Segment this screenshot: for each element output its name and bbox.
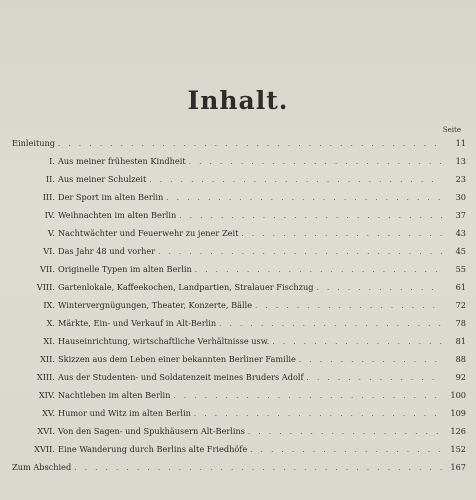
toc-entry-page: 72 bbox=[455, 300, 466, 310]
toc-entry-number: XVII. bbox=[34, 444, 55, 454]
toc-entry-page: 45 bbox=[455, 246, 466, 256]
toc-entry-title: Aus der Studenten- und Soldatenzeit meines Bruders Adolf bbox=[58, 372, 304, 382]
toc-entry-page: 11 bbox=[455, 138, 466, 148]
toc-entry-title: Der Sport im alten Berlin bbox=[58, 192, 164, 202]
toc-leader-dots bbox=[149, 171, 442, 189]
toc-entry bbox=[0, 386, 476, 404]
toc-entry-number: I. bbox=[49, 156, 55, 166]
toc-entry bbox=[0, 440, 476, 458]
toc-entry-number: V. bbox=[47, 228, 55, 238]
toc-entry-page: 55 bbox=[455, 264, 466, 274]
toc-leader-dots bbox=[173, 387, 442, 405]
toc-leader-dots bbox=[74, 459, 442, 477]
page-title: Inhalt. bbox=[187, 86, 289, 115]
toc-leader-dots bbox=[194, 405, 442, 423]
toc-entry-page: 152 bbox=[450, 444, 466, 454]
toc-entry-number: VI. bbox=[43, 246, 55, 256]
toc-entry-page: 167 bbox=[450, 462, 466, 472]
toc-entry bbox=[0, 350, 476, 368]
toc-entry-page: 88 bbox=[455, 354, 466, 364]
toc-entry bbox=[0, 206, 476, 224]
toc-leader-dots bbox=[272, 333, 442, 351]
toc-entry-page: 37 bbox=[455, 210, 466, 220]
toc-entry bbox=[0, 314, 476, 332]
toc-entry bbox=[0, 296, 476, 314]
toc-leader-dots bbox=[317, 279, 443, 297]
toc-entry-number: III. bbox=[42, 192, 55, 202]
toc-leader-dots bbox=[241, 225, 442, 243]
toc-entry-number: II. bbox=[45, 174, 55, 184]
toc-entry-title: Hauseinrichtung, wirtschaftliche Verhältnisse usw. bbox=[58, 336, 270, 346]
toc-leader-dots bbox=[189, 153, 442, 171]
toc-entry-title: Originelle Typen im alten Berlin bbox=[58, 264, 192, 274]
toc-leader-dots bbox=[248, 423, 442, 441]
toc-leader-dots bbox=[299, 351, 442, 369]
toc-leader-dots bbox=[250, 441, 442, 459]
toc-entry-title: Gartenlokale, Kaffeekochen, Landpartien, Stralauer Fischzug bbox=[58, 282, 314, 292]
toc-entry bbox=[0, 152, 476, 170]
toc-entry-title: Nachtwächter und Feuerwehr zu jener Zeit bbox=[58, 228, 239, 238]
toc-entry-title: Humor und Witz im alten Berlin bbox=[58, 408, 191, 418]
toc-entry-page: 126 bbox=[450, 426, 466, 436]
toc-entry bbox=[0, 422, 476, 440]
toc-entry-page: 23 bbox=[455, 174, 466, 184]
toc-entry-title: Märkte, Ein- und Verkauf in Alt-Berlin bbox=[58, 318, 217, 328]
page-column-label: Seite bbox=[442, 126, 461, 134]
toc-entry-title: Wintervergnügungen, Theater, Konzerte, Bälle bbox=[58, 300, 253, 310]
toc-entry-page: 100 bbox=[450, 390, 466, 400]
toc-entry bbox=[0, 260, 476, 278]
toc-entry bbox=[0, 368, 476, 386]
toc-entry bbox=[0, 458, 476, 476]
toc-leader-dots bbox=[195, 261, 442, 279]
toc-entry-number: IX. bbox=[43, 300, 55, 310]
toc-entry-title: Eine Wanderung durch Berlins alte Friedhöfe bbox=[58, 444, 248, 454]
toc-entry-page: 30 bbox=[455, 192, 466, 202]
toc-entry-number: XV. bbox=[42, 408, 55, 418]
toc-entry-title: Einleitung bbox=[12, 138, 56, 148]
toc-entry-number: VII. bbox=[40, 264, 55, 274]
toc-entry-number: XVI. bbox=[37, 426, 55, 436]
toc-entry bbox=[0, 224, 476, 242]
toc-entry-title: Aus meiner frühesten Kindheit bbox=[58, 156, 186, 166]
toc-leader-dots bbox=[219, 315, 442, 333]
toc-entry bbox=[0, 278, 476, 296]
toc-leader-dots bbox=[179, 207, 442, 225]
toc-entry-page: 109 bbox=[450, 408, 466, 418]
toc-entry-page: 13 bbox=[455, 156, 466, 166]
toc-leader-dots bbox=[307, 369, 442, 387]
toc-entry-number: XII. bbox=[40, 354, 55, 364]
toc-entry-title: Skizzen aus dem Leben einer bekannten Berliner Familie bbox=[58, 354, 296, 364]
toc-entry-page: 43 bbox=[455, 228, 466, 238]
toc-entry bbox=[0, 404, 476, 422]
toc-entry bbox=[0, 332, 476, 350]
toc-entry bbox=[0, 188, 476, 206]
toc-entry-number: VIII. bbox=[36, 282, 55, 292]
toc-entry bbox=[0, 170, 476, 188]
toc-entry-page: 81 bbox=[455, 336, 466, 346]
toc-entry-title: Von den Sagen- und Spukhäusern Alt-Berlins bbox=[58, 426, 245, 436]
toc-entry-number: XI. bbox=[43, 336, 55, 346]
toc-entry-number: X. bbox=[46, 318, 55, 328]
toc-leader-dots bbox=[166, 189, 442, 207]
toc-entry-number: XIII. bbox=[36, 372, 55, 382]
toc-entry bbox=[0, 134, 476, 152]
toc-leader-dots bbox=[255, 297, 442, 315]
toc-entry-number: XIV. bbox=[38, 390, 55, 400]
toc-leader-dots bbox=[58, 135, 442, 153]
toc-leader-dots bbox=[158, 243, 442, 261]
toc-entry-page: 61 bbox=[455, 282, 466, 292]
toc-entry-title: Das Jahr 48 und vorher bbox=[58, 246, 156, 256]
toc-entry-title: Weihnachten im alten Berlin bbox=[58, 210, 177, 220]
toc-entry-page: 78 bbox=[455, 318, 466, 328]
toc-entry-title: Nachtleben im alten Berlin bbox=[58, 390, 171, 400]
toc-entry-title: Zum Abschied bbox=[12, 462, 72, 472]
toc-entry bbox=[0, 242, 476, 260]
toc-entry-page: 92 bbox=[455, 372, 466, 382]
toc-entry-title: Aus meiner Schulzeit bbox=[58, 174, 147, 184]
toc-entry-number: IV. bbox=[44, 210, 55, 220]
